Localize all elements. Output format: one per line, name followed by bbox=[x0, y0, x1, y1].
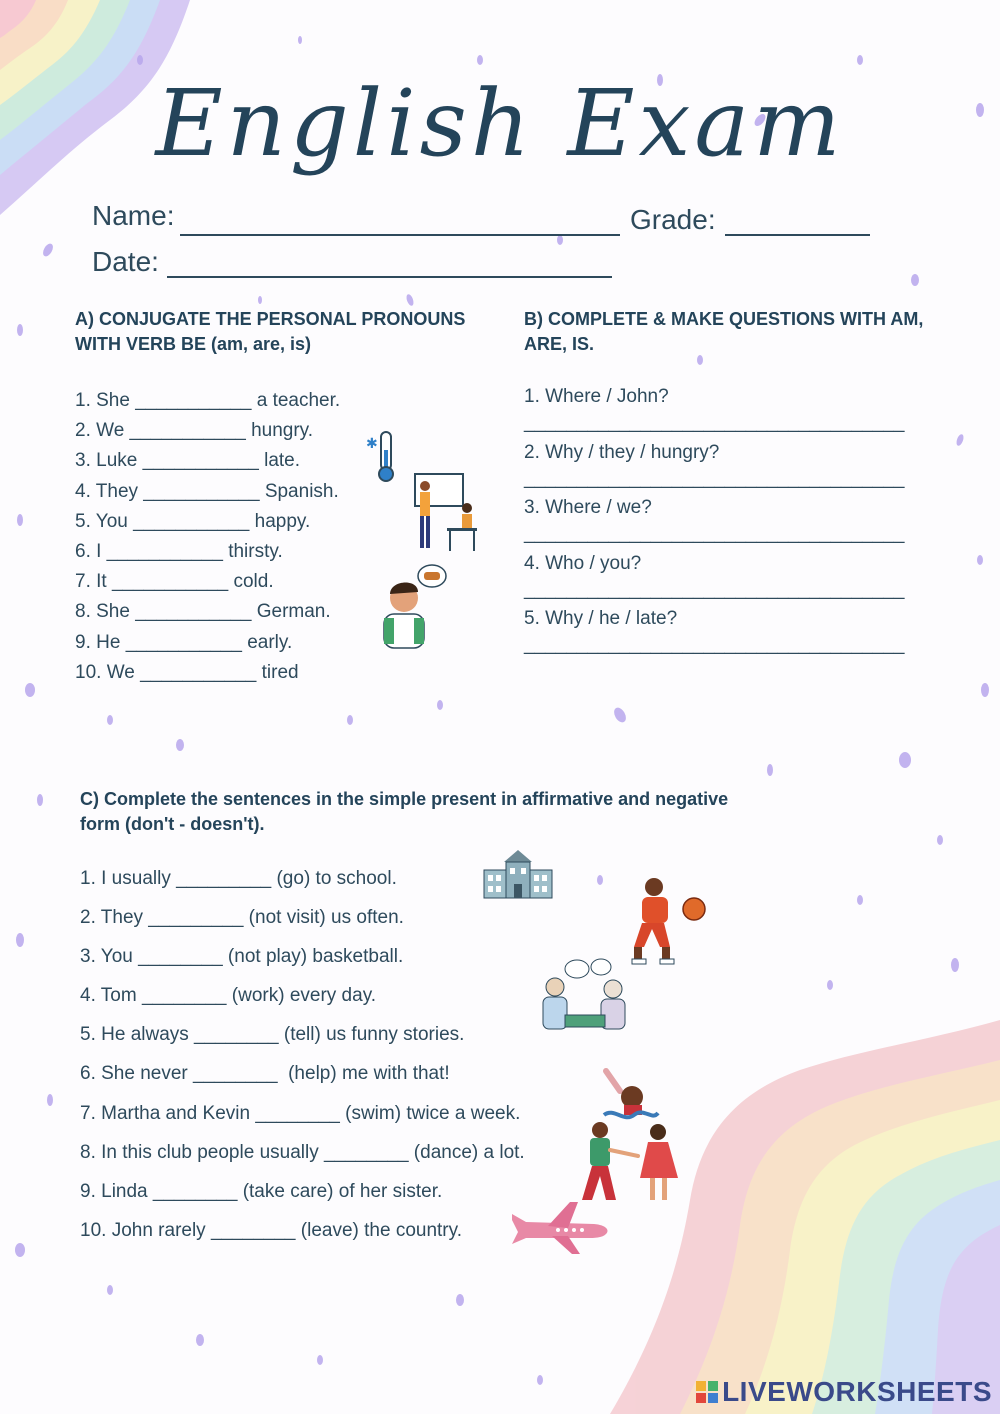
section-b-list bbox=[524, 386, 904, 664]
section-b-heading: B) COMPLETE & MAKE QUESTIONS WITH AM, ARE, IS. bbox=[524, 309, 924, 354]
section-a-item[interactable]: 6. I ___________ thirsty. bbox=[75, 540, 283, 562]
section-c-heading: C) Complete the sentences in the simple present in affirmative and negative form (don't - doesn't). bbox=[80, 789, 729, 834]
section-b-question: 1. Where / John? bbox=[524, 386, 669, 407]
grade-line[interactable] bbox=[725, 234, 870, 236]
section-c-list bbox=[80, 868, 525, 1259]
section-a-item[interactable]: 3. Luke ___________ late. bbox=[75, 450, 301, 472]
section-c-item[interactable]: 10. John rarely ________ (leave) the country. bbox=[80, 1219, 462, 1241]
section-c-item[interactable]: 8. In this club people usually ________ (dance) a lot. bbox=[80, 1141, 525, 1163]
doctor-patient-icon bbox=[535, 955, 635, 1035]
section-c-item[interactable]: 6. She never ________ (help) me with that! bbox=[80, 1063, 450, 1085]
dancing-couple-icon bbox=[578, 1120, 690, 1206]
section-a-item[interactable]: 5. You ___________ happy. bbox=[75, 510, 311, 532]
section-b-question: 4. Who / you? bbox=[524, 552, 642, 574]
date-line[interactable] bbox=[167, 276, 612, 278]
section-c-item[interactable]: 7. Martha and Kevin ________ (swim) twice a week. bbox=[80, 1102, 521, 1124]
section-a-heading: A) CONJUGATE THE PERSONAL PRONOUNS WITH VERB BE (am, are, is) bbox=[75, 309, 466, 354]
basketball-player-icon bbox=[630, 875, 710, 967]
section-b-question: 5. Why / he / late? bbox=[524, 608, 678, 629]
section-b-question: 2. Why / they / hungry? bbox=[524, 441, 720, 463]
rainbow-bottom-right bbox=[610, 1020, 1000, 1414]
date-label: Date: bbox=[92, 246, 159, 277]
section-a-item[interactable]: 2. We ___________ hungry. bbox=[75, 420, 314, 442]
section-b-answer-line[interactable]: ____________________________________ bbox=[524, 578, 905, 600]
liveworksheets-logo-icon bbox=[696, 1378, 718, 1400]
section-a-item[interactable]: 7. It ___________ cold. bbox=[75, 571, 274, 593]
liveworksheets-brand-text: LIVEWORKSHEETS bbox=[722, 1376, 992, 1407]
liveworksheets-logo[interactable] bbox=[696, 1376, 992, 1408]
airplane-icon bbox=[508, 1198, 612, 1256]
thermometer-icon bbox=[362, 428, 402, 484]
section-b-answer-line[interactable]: ____________________________________ bbox=[524, 467, 905, 489]
section-a-item[interactable]: 9. He ___________ early. bbox=[75, 631, 293, 653]
swimmer-icon bbox=[602, 1065, 660, 1125]
section-a-item[interactable]: 4. They ___________ Spanish. bbox=[75, 480, 339, 502]
school-building-icon bbox=[482, 848, 554, 900]
section-c-item[interactable]: 3. You ________ (not play) basketball. bbox=[80, 946, 404, 968]
name-line[interactable] bbox=[180, 234, 620, 236]
exam-title: English Exam bbox=[155, 70, 845, 177]
section-c-item[interactable]: 2. They _________ (not visit) us often. bbox=[80, 907, 404, 929]
section-c-item[interactable]: 5. He always ________ (tell) us funny stories. bbox=[80, 1024, 465, 1046]
name-label: Name: bbox=[92, 200, 175, 231]
section-a-list bbox=[75, 390, 340, 692]
section-c-item[interactable]: 1. I usually _________ (go) to school. bbox=[80, 868, 397, 889]
section-b-answer-line[interactable]: ____________________________________ bbox=[524, 523, 905, 544]
grade-label: Grade: bbox=[630, 204, 716, 235]
section-b-answer-line[interactable]: ____________________________________ bbox=[524, 634, 905, 655]
section-a-item[interactable]: 1. She ___________ a teacher. bbox=[75, 390, 341, 411]
section-a-item[interactable]: 10. We ___________ tired bbox=[75, 661, 299, 683]
section-c-item[interactable]: 4. Tom ________ (work) every day. bbox=[80, 985, 377, 1007]
svg-text:✱: ✱ bbox=[366, 436, 378, 452]
classroom-teacher-icon bbox=[405, 470, 485, 554]
section-c-item[interactable]: 9. Linda ________ (take care) of her sister. bbox=[80, 1180, 443, 1202]
section-b-question: 3. Where / we? bbox=[524, 497, 652, 518]
section-b-answer-line[interactable]: ____________________________________ bbox=[524, 412, 905, 433]
section-a-item[interactable]: 8. She ___________ German. bbox=[75, 601, 331, 623]
hungry-boy-icon bbox=[378, 562, 448, 654]
